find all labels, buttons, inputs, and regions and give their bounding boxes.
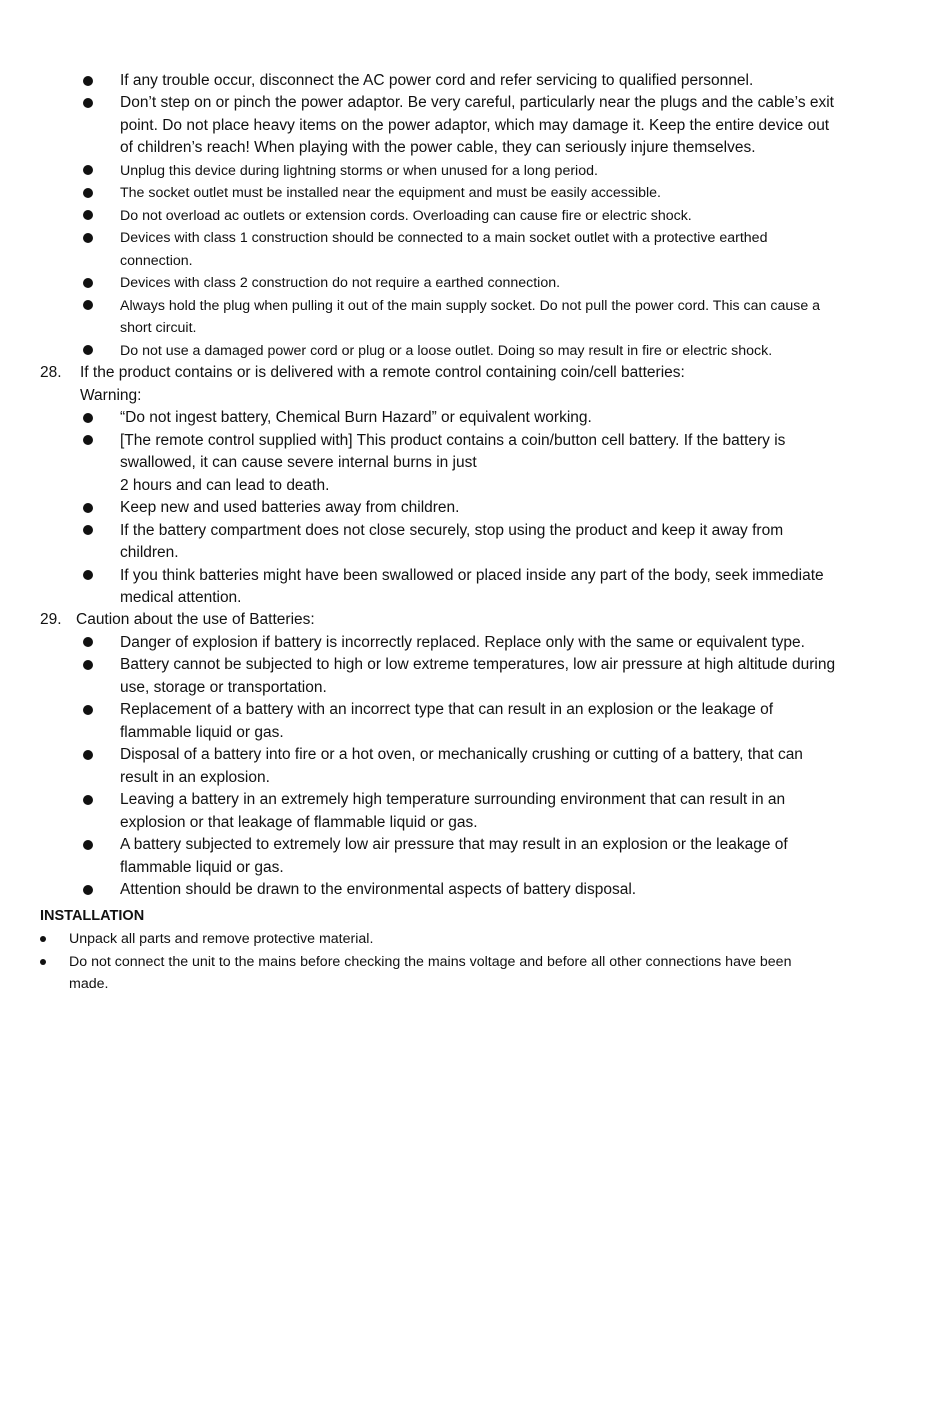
bullet-icon [83,570,93,580]
bullet-icon [83,413,93,423]
bullet-icon [83,503,93,513]
list-item-text: short circuit. [120,320,197,336]
bullet-icon [83,885,93,895]
list-item-text: point. Do not place heavy items on the power adaptor, which may damage it. Keep the entire device out [120,117,830,134]
section-number: 29. [40,611,62,628]
section-title: If the product contains or is delivered with a remote control containing coin/cell batteries: [80,364,685,381]
bullet-icon [40,936,46,942]
list-item-text: Disposal of a battery into fire or a hot oven, or mechanically crushing or cutting of a battery, that can [120,746,803,763]
bullet-icon [83,637,93,647]
bullet-icon [83,165,93,175]
bullet-icon [83,660,93,670]
bullet-icon [83,278,93,288]
list-item-text: Devices with class 2 construction do not require a earthed connection. [120,275,561,291]
list-item-text: explosion or that leakage of flammable liquid or gas. [120,814,478,831]
list-item-text: Replacement of a battery with an incorrect type that can result in an explosion or the leakage of [120,701,774,718]
bullet-icon [83,233,93,243]
list-item-text: If the battery compartment does not close securely, stop using the product and keep it away from [120,522,784,539]
bullet-icon [83,98,93,108]
list-item-text: Attention should be drawn to the environmental aspects of battery disposal. [120,881,637,898]
list-item-text: use, storage or transportation. [120,679,327,696]
bullet-icon [83,76,93,86]
list-item-text: flammable liquid or gas. [120,724,284,741]
bullet-icon [40,959,46,965]
section-title: Caution about the use of Batteries: [76,611,315,628]
bullet-icon [83,795,93,805]
bullet-icon [83,345,93,355]
bullet-icon [83,188,93,198]
bullet-icon [83,840,93,850]
list-item-text: Do not overload ac outlets or extension cords. Overloading can cause fire or electric shock. [120,208,692,224]
list-item-text: If any trouble occur, disconnect the AC power cord and refer servicing to qualified personnel. [120,72,754,89]
section-number: 28. [40,364,62,381]
bullet-icon [83,210,93,220]
list-item-text: Danger of explosion if battery is incorrectly replaced. Replace only with the same or equivalent type. [120,634,805,651]
list-item-text: The socket outlet must be installed near the equipment and must be easily accessible. [120,185,662,201]
list-item-text: Keep new and used batteries away from children. [120,499,460,516]
list-item-text: result in an explosion. [120,769,270,786]
list-item-text: made. [69,976,109,992]
list-item-text: connection. [120,253,193,269]
list-item-text: 2 hours and can lead to death. [120,477,330,494]
list-item-text: medical attention. [120,589,242,606]
bullet-icon [83,705,93,715]
list-item-text: Unpack all parts and remove protective material. [69,931,374,947]
list-item-text: children. [120,544,179,561]
list-item-text: Do not use a damaged power cord or plug or a loose outlet. Doing so may result in fire or electric shock. [120,343,773,359]
list-item-text: “Do not ingest battery, Chemical Burn Hazard” or equivalent working. [120,409,592,426]
list-item-text: of children’s reach! When playing with the power cable, they can seriously injure themselves. [120,139,756,156]
list-item-text: flammable liquid or gas. [120,859,284,876]
list-item-text: If you think batteries might have been swallowed or placed inside any part of the body, seek immediate [120,567,824,584]
list-item-text: Do not connect the unit to the mains before checking the mains voltage and before all other connections have been [69,954,792,970]
bullet-icon [83,435,93,445]
installation-heading: INSTALLATION [40,908,145,924]
warning-label: Warning: [80,387,142,404]
list-item-text: Leaving a battery in an extremely high temperature surrounding environment that can result in an [120,791,786,808]
bullet-icon [83,525,93,535]
list-item-text: Always hold the plug when pulling it out of the main supply socket. Do not pull the power cord. This can cause a [120,298,821,314]
list-item-text: swallowed, it can cause severe internal burns in just [120,454,477,471]
bullet-icon [83,750,93,760]
list-item-text: Don’t step on or pinch the power adaptor. Be very careful, particularly near the plugs and the cable’s exit [120,94,834,111]
list-item-text: Unplug this device during lightning storms or when unused for a long period. [120,163,598,179]
bullet-icon [83,300,93,310]
list-item-text: Devices with class 1 construction should be connected to a main socket outlet with a protective earthed [120,230,768,246]
list-item-text: Battery cannot be subjected to high or low extreme temperatures, low air pressure at high altitude during [120,656,836,673]
list-item-text: A battery subjected to extremely low air pressure that may result in an explosion or the leakage of [120,836,788,853]
list-item-text: [The remote control supplied with] This product contains a coin/button cell battery. If the battery is [120,432,786,449]
